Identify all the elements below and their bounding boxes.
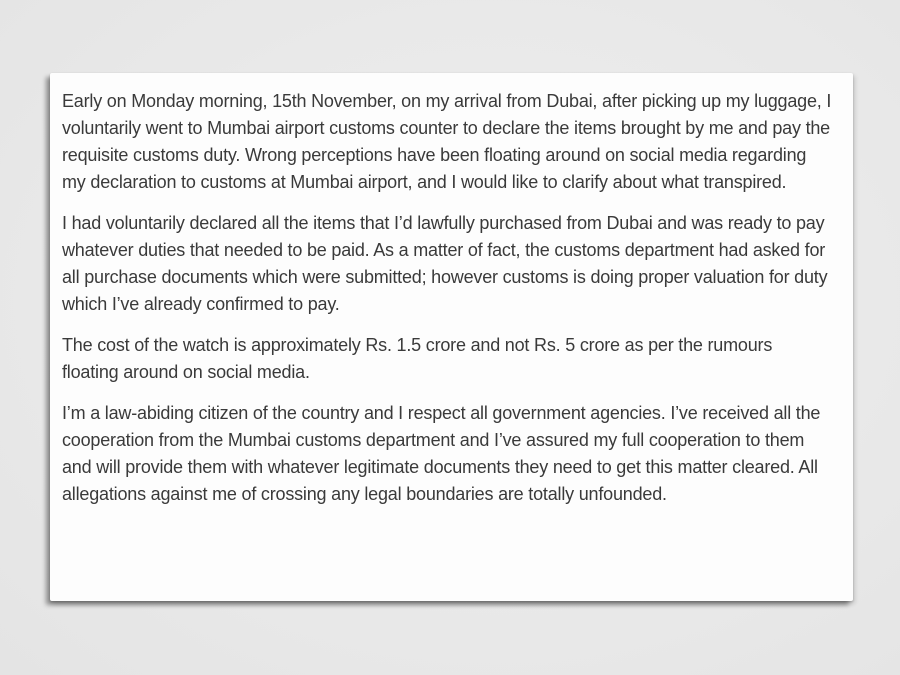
statement-paragraph: The cost of the watch is approximately Rs. 1.5 crore and not Rs. 5 crore as per the rumours floating around on social media. <box>62 335 773 382</box>
statement-card <box>50 73 853 601</box>
statement-paragraph: Early on Monday morning, 15th November, on my arrival from Dubai, after picking up my luggage, I voluntarily went to Mumbai airport customs counter to declare the items brought by me and pay the requisite customs duty. Wrong perceptions have been floating around on social media regarding my declaration to customs at Mumbai airport, and I would like to clarify about what transpired. <box>62 91 832 192</box>
statement-paragraph: I’m a law-abiding citizen of the country and I respect all government agencies. I’ve received all the cooperation from the Mumbai customs department and I’ve assured my full cooperation to them and will provide them with whatever legitimate documents they need to get this matter cleared. All allegations against me of crossing any legal boundaries are totally unfounded. <box>62 403 821 504</box>
statement-paragraph: I had voluntarily declared all the items that I’d lawfully purchased from Dubai and was ready to pay whatever duties that needed to be paid. As a matter of fact, the customs department had asked for all purchase documents which were submitted; however customs is doing proper valuation for duty which I’ve already confirmed to pay. <box>62 213 828 314</box>
